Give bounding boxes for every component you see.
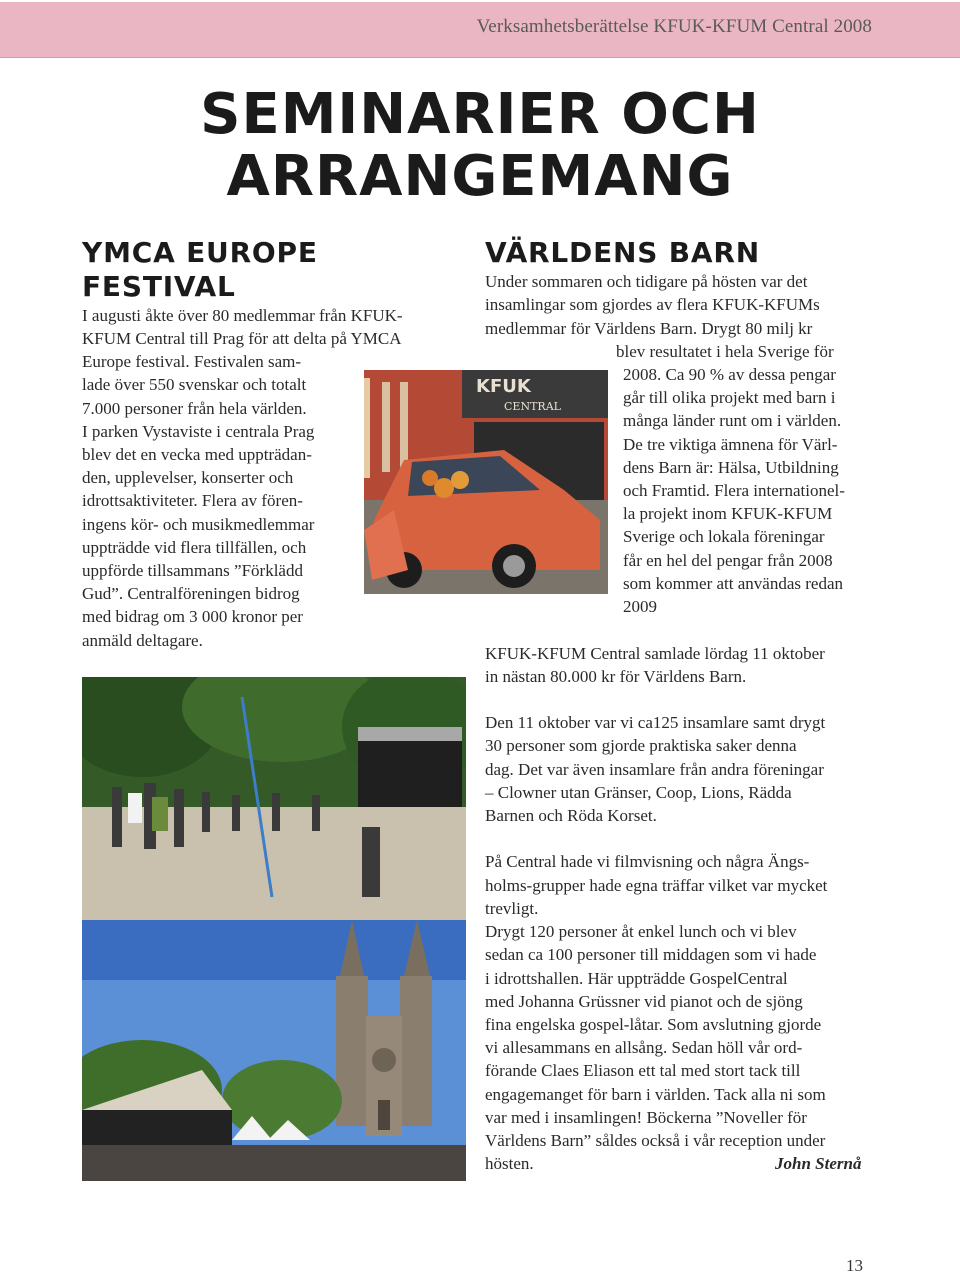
ymca-line: ingens kör- och musikmedlemmar <box>82 515 315 534</box>
varldens-line: Under sommaren och tidigare på hösten var det <box>485 272 808 291</box>
varldens-line: in nästan 80.000 kr för Världens Barn. <box>485 667 747 686</box>
varldens-line: som kommer att användas redan <box>623 574 843 593</box>
varldens-line: engagemanget för barn i världen. Tack alla ni som <box>485 1085 826 1104</box>
ymca-line: med bidrag om 3 000 kronor per <box>82 607 303 626</box>
varldens-line: förande Claes Eliason ett tal med stort tack till <box>485 1061 801 1080</box>
varldens-line: vi allesammans en allsång. Sedan höll vår ord- <box>485 1038 803 1057</box>
ymca-heading-line1: YMCA EUROPE <box>82 236 318 269</box>
signature: John Sternå <box>775 1154 862 1173</box>
ymca-line: 7.000 personer från hela världen. <box>82 399 307 418</box>
varldens-line: insamlingar som gjordes av flera KFUK-KFUMs <box>485 295 820 314</box>
varldens-line: medlemmar för Världens Barn. Drygt 80 milj kr <box>485 319 813 338</box>
varldens-line: Sverige och lokala föreningar <box>623 527 825 546</box>
photo-car-illustration <box>364 370 608 594</box>
page-title-line2: ARRANGEMANG <box>226 144 734 209</box>
ymca-line: I parken Vystaviste i centrala Prag <box>82 422 315 441</box>
varldens-line: holms-grupper hade egna träffar vilket var mycket <box>485 876 828 895</box>
ymca-line: lade över 550 svenskar och totalt <box>82 375 307 394</box>
photo-festival-crowd <box>82 677 466 920</box>
photo-car-kfuk-central <box>364 370 608 594</box>
varldens-line: i idrottshallen. Här uppträdde GospelCentral <box>485 969 788 988</box>
varldens-line: KFUK-KFUM Central samlade lördag 11 oktober <box>485 644 825 663</box>
varldens-line: trevligt. <box>485 899 539 918</box>
ymca-heading <box>82 236 382 304</box>
header-text: Verksamhetsberättelse KFUK-KFUM Central 2008 <box>476 16 872 37</box>
car-photo-sign2: CENTRAL <box>504 400 561 413</box>
varldens-line: dens Barn är: Hälsa, Utbildning <box>623 458 839 477</box>
varldens-line: la projekt inom KFUK-KFUM <box>623 504 833 523</box>
varldens-line: Den 11 oktober var vi ca125 insamlare samt drygt <box>485 713 826 732</box>
varldens-barn-heading: VÄRLDENS BARN <box>485 236 760 269</box>
varldens-line: hösten. <box>485 1154 534 1173</box>
ymca-line: KFUM Central till Prag för att delta på YMCA <box>82 329 402 348</box>
varldens-line: sedan ca 100 personer till middagen som vi hade <box>485 945 817 964</box>
varldens-line: De tre viktiga ämnena för Värl- <box>623 435 838 454</box>
ymca-line: uppträdde vid flera tillfällen, och <box>82 538 307 557</box>
varldens-line: med Johanna Grüssner vid pianot och de sjöng <box>485 992 803 1011</box>
varldens-line: många länder runt om i världen. <box>623 411 842 430</box>
ymca-line: Europe festival. Festivalen sam- <box>82 352 302 371</box>
varldens-line: går till olika projekt med barn i <box>623 388 836 407</box>
varldens-line: fina engelska gospel-låtar. Som avslutning gjorde <box>485 1015 822 1034</box>
ymca-line: uppförde tillsammans ”Förklädd <box>82 561 303 580</box>
ymca-line: anmäld deltagare. <box>82 631 203 650</box>
photo-church-illustration <box>82 920 466 1181</box>
varldens-line: – Clowner utan Gränser, Coop, Lions, Rädda <box>485 783 792 802</box>
ymca-heading-line2: FESTIVAL <box>82 270 236 303</box>
varldens-line: 2008. Ca 90 % av dessa pengar <box>623 365 836 384</box>
ymca-line: den, upplevelser, konserter och <box>82 468 294 487</box>
ymca-line: I augusti åkte över 80 medlemmar från KFUK- <box>82 306 403 325</box>
ymca-line: blev det en vecka med uppträdan- <box>82 445 312 464</box>
varldens-line: Världens Barn” såldes också i vår reception under <box>485 1131 826 1150</box>
header-band <box>0 2 960 58</box>
varldens-line: Barnen och Röda Korset. <box>485 806 657 825</box>
varldens-line: 30 personer som gjorde praktiska saker denna <box>485 736 797 755</box>
varldens-line: får en hel del pengar från 2008 <box>623 551 833 570</box>
varldens-line: Drygt 120 personer åt enkel lunch och vi blev <box>485 922 797 941</box>
photo-festival-illustration <box>82 677 466 920</box>
ymca-line: idrottsaktiviteter. Flera av fören- <box>82 491 303 510</box>
varldens-line: 2009 <box>623 597 657 616</box>
page-number: 13 <box>846 1256 863 1275</box>
ymca-line: Gud”. Centralföreningen bidrog <box>82 584 300 603</box>
varldens-line: blev resultatet i hela Sverige för <box>616 342 834 361</box>
varldens-line: På Central hade vi filmvisning och några Ängs- <box>485 852 810 871</box>
varldens-line: var med i insamlingen! Böckerna ”Noveller för <box>485 1108 807 1127</box>
page-title <box>80 84 880 208</box>
car-photo-sign: KFUK <box>476 376 531 397</box>
varldens-line: dag. Det var även insamlare från andra föreningar <box>485 760 824 779</box>
page-title-line1: SEMINARIER OCH <box>200 82 760 147</box>
varldens-line: och Framtid. Flera internationel- <box>623 481 845 500</box>
photo-church-tent <box>82 920 466 1181</box>
